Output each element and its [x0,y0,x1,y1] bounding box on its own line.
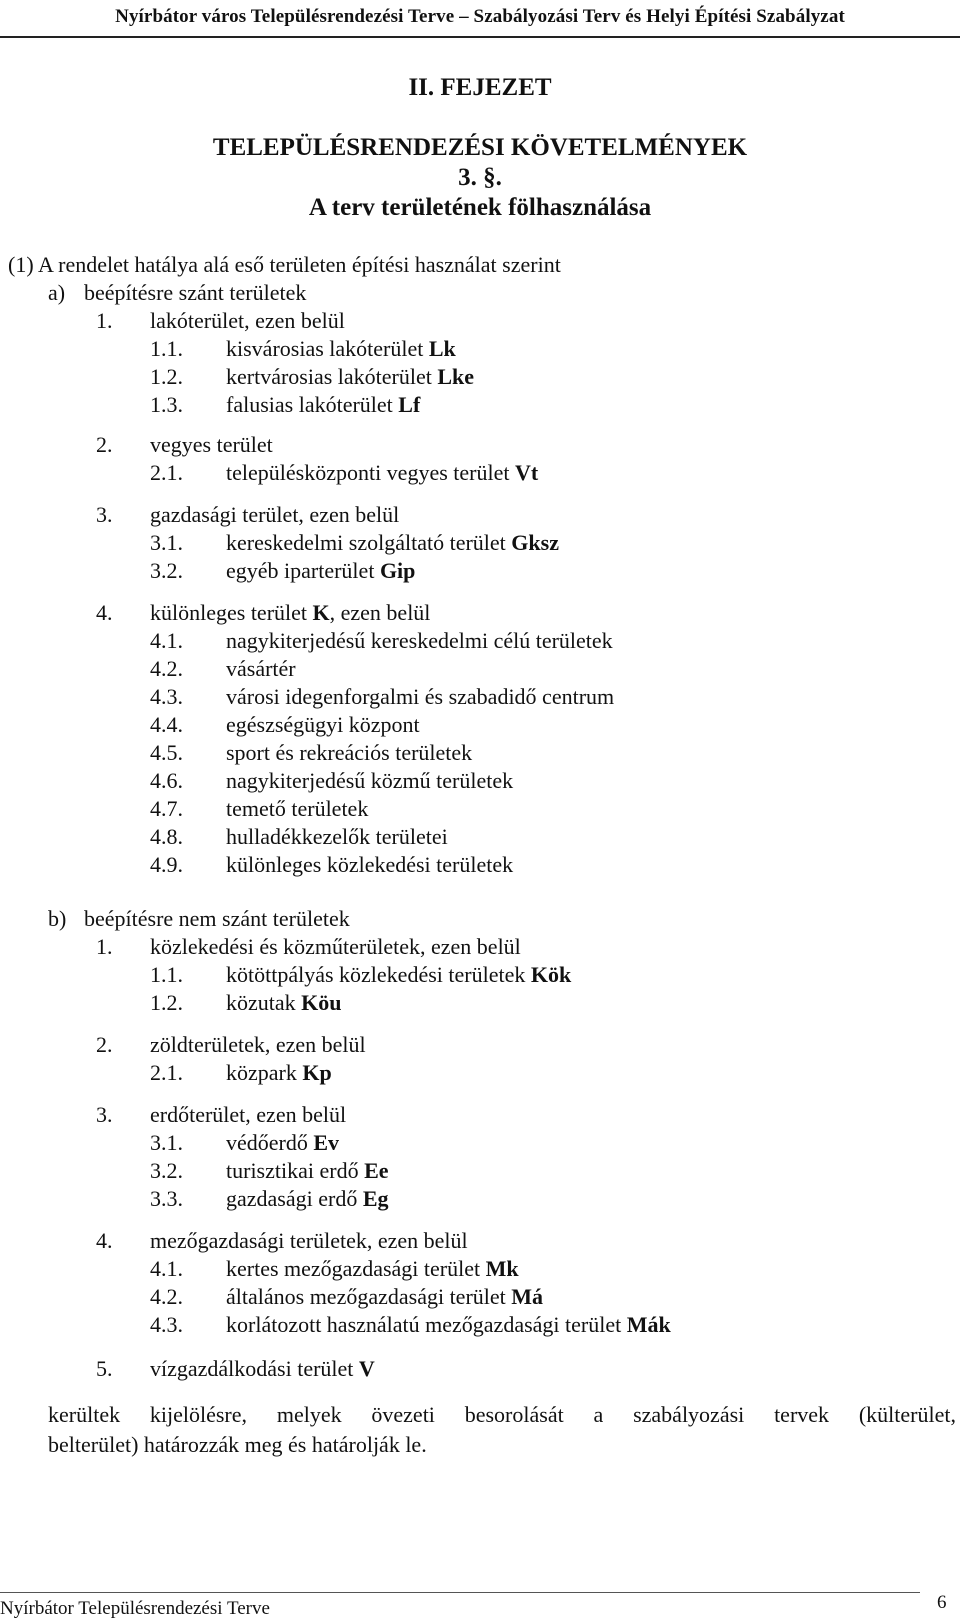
list-item-number: 4.1. [150,628,183,653]
list-item-text: erdőterület, ezen belül [150,1102,347,1127]
intro-line: (1) A rendelet hatálya alá eső területen építési használat szerint [8,252,561,277]
list-item-number: 4. [96,1228,113,1253]
list-item-text: lakóterület, ezen belül [150,308,345,333]
zone-code: Mák [626,1312,671,1337]
list-item-number: 4.7. [150,796,183,821]
zone-code: Gksz [511,530,559,555]
list-item-text: kisvárosias lakóterület Lk [226,336,456,361]
list-item-text: hulladékkezelők területei [226,824,448,849]
list-item-text: vízgazdálkodási terület V [150,1356,375,1381]
list-item-number: 4.2. [150,1284,183,1309]
list-item-number: 1.1. [150,336,183,361]
list-item-number: 1.2. [150,364,183,389]
zone-code: Ev [313,1130,340,1155]
closing-line-1: kerültek kijelölésre, melyek övezeti besorolását a szabályozási tervek (külterület, [48,1402,956,1427]
list-item-text: közpark Kp [226,1060,332,1085]
zone-code: Gip [379,558,416,583]
list-item-text: közlekedési és közműterületek, ezen belül [150,934,521,959]
list-item-number: 3.2. [150,558,183,583]
zone-code: Lke [437,364,475,389]
list-item-number: 4.8. [150,824,183,849]
zone-code: K [312,600,330,625]
list-item-text: egyéb iparterület Gip [226,558,416,583]
list-item-text: nagykiterjedésű kereskedelmi célú területek [226,628,613,653]
list-item-text: falusias lakóterület Lf [226,392,421,417]
list-item-number: 3.1. [150,1130,183,1155]
list-item-text: nagykiterjedésű közmű területek [226,768,514,793]
zone-code: Mk [485,1256,519,1281]
list-item-text: vegyes terület [150,432,273,457]
zone-code: Lk [428,336,456,361]
list-item-text: sport és rekreációs területek [226,740,473,765]
list-item-number: 2.1. [150,1060,183,1085]
list-item-number: 1. [96,308,113,333]
list-item-text: korlátozott használatú mezőgazdasági terület Mák [226,1312,671,1337]
header-rule [0,36,960,38]
list-item-text: különleges terület K, ezen belül [150,600,431,625]
list-item-text: településközponti vegyes terület Vt [226,460,539,485]
closing-paragraph [48,1400,956,1460]
list-item-text: mezőgazdasági területek, ezen belül [150,1228,468,1253]
section-title: A terv területének fölhasználása [308,194,652,221]
list-item-number: 1. [96,934,113,959]
list-item-number: 3.1. [150,530,183,555]
list-item-text: kötöttpályás közlekedési területek Kök [226,962,572,987]
list-item-number: 4.3. [150,1312,183,1337]
zone-code: Eg [362,1186,389,1211]
list-item-number: 1.1. [150,962,183,987]
footer-rule [0,1592,920,1593]
chapter-heading: II. FEJEZET [408,74,552,101]
list-item-text: kereskedelmi szolgáltató terület Gksz [226,530,559,555]
zone-code: Ee [364,1158,389,1183]
list-item-number: 3. [96,502,113,527]
list-item-text: beépítésre szánt területek [84,280,307,305]
list-item-number: 1.3. [150,392,183,417]
page-number: 6 [937,1592,947,1613]
list-item-number: 2.1. [150,460,183,485]
list-item-number: 3.2. [150,1158,183,1183]
list-item-text: turisztikai erdő Ee [226,1158,389,1183]
list-item-number: 4.3. [150,684,183,709]
list-item-text: vásártér [226,656,296,681]
list-item-text: kertes mezőgazdasági terület Mk [226,1256,519,1281]
list-item-number: 3.3. [150,1186,183,1211]
list-item-text: városi idegenforgalmi és szabadidő centrum [226,684,615,709]
zone-code: Kp [302,1060,332,1085]
list-item-number: 4.2. [150,656,183,681]
list-item-text: kertvárosias lakóterület Lke [226,364,475,389]
list-item-number: 5. [96,1356,113,1381]
section-number: 3. §. [458,164,502,191]
list-item-number: 2. [96,1032,113,1057]
list-item-number: 4.1. [150,1256,183,1281]
list-item-number: 3. [96,1102,113,1127]
list-item-number: 4. [96,600,113,625]
running-header: Nyírbátor város Településrendezési Terve – Szabályozási Terv és Helyi Építési Szabályzat [115,6,845,27]
list-item-text: egészségügyi központ [226,712,420,737]
zone-code: Köu [301,990,342,1015]
list-item-text: gazdasági erdő Eg [226,1186,389,1211]
closing-line-2: belterület) határozzák meg és határolják le. [48,1432,427,1457]
list-item-text: gazdasági terület, ezen belül [150,502,400,527]
list-item-number: b) [48,906,67,931]
zone-code: Kök [530,962,572,987]
list-item-number: 2. [96,432,113,457]
list-item-text: általános mezőgazdasági terület Má [226,1284,544,1309]
zone-code: Lf [398,392,421,417]
footer-text: Nyírbátor Településrendezési Terve [0,1598,270,1619]
zone-code: V [358,1356,375,1381]
list-item-number: 1.2. [150,990,183,1015]
list-item-number: 4.6. [150,768,183,793]
list-item-text: temető területek [226,796,369,821]
list-item-text: különleges közlekedési területek [226,852,514,877]
list-item-number: a) [48,280,66,305]
list-item-text: védőerdő Ev [226,1130,340,1155]
list-item-number: 4.5. [150,740,183,765]
list-item-text: zöldterületek, ezen belül [150,1032,366,1057]
list-item-number: 4.9. [150,852,183,877]
list-item-number: 4.4. [150,712,183,737]
zone-code: Vt [514,460,539,485]
list-item-text: beépítésre nem szánt területek [84,906,350,931]
list-item-text: közutak Köu [226,990,342,1015]
zone-code: Má [511,1284,544,1309]
title-heading: TELEPÜLÉSRENDEZÉSI KÖVETELMÉNYEK [212,134,748,161]
